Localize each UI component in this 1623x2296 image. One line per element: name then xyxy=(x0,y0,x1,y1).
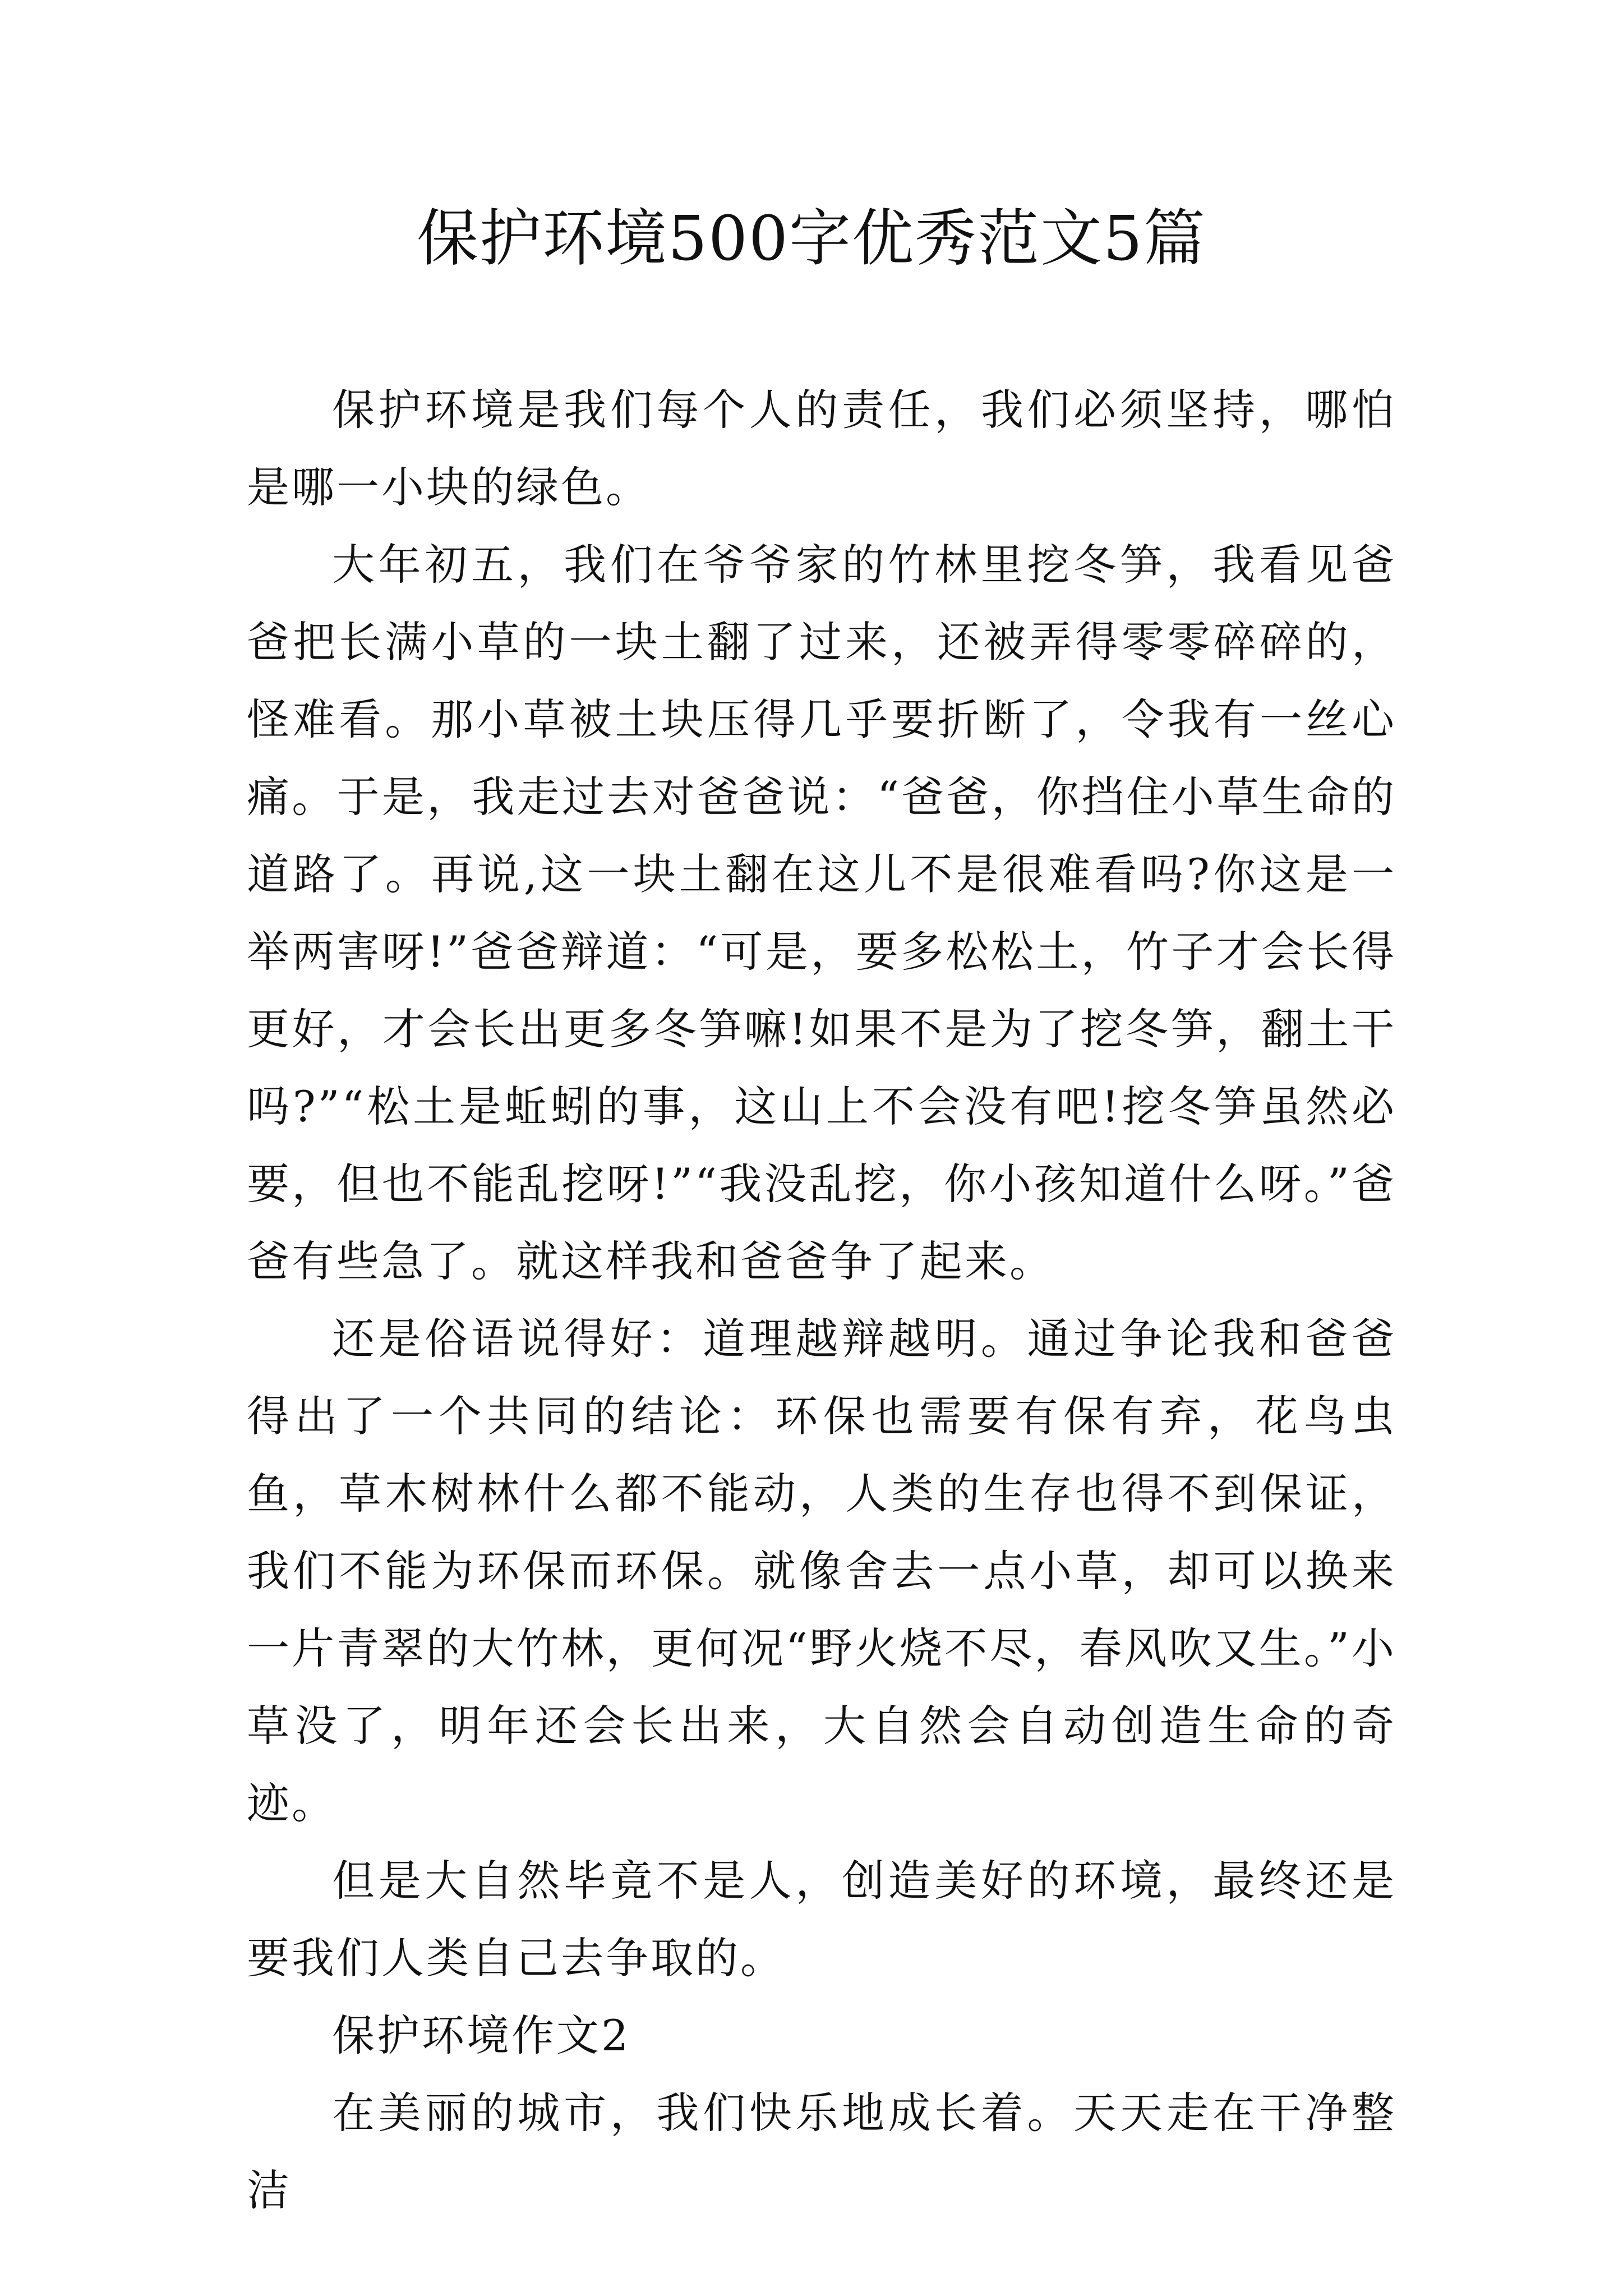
paragraph-story: 大年初五，我们在爷爷家的竹林里挖冬笋，我看见爸爸把长满小草的一块土翻了过来，还被弄得零零碎碎的，怪难看。那小草被土块压得几乎要折断了，令我有一丝心痛。于是，我走过去对爸爸说：“爸爸，你挡住小草生命的道路了。再说,这一块土翻在这儿不是很难看吗?你这是一举两害呀!”爸爸辩道：“可是，要多松松土，竹子才会长得更好，才会长出更多冬笋嘛!如果不是为了挖冬笋，翻土干吗?”“松土是蚯蚓的事，这山上不会没有吧!挖冬笋虽然必要，但也不能乱挖呀!”“我没乱挖，你小孩知道什么呀。”爸爸有些急了。就这样我和爸爸争了起来。 xyxy=(247,540,1396,1286)
paragraph-conclusion: 还是俗语说得好：道理越辩越明。通过争论我和爸爸得出了一个共同的结论：环保也需要有保有弃，花鸟虫鱼，草木树林什么都不能动，人类的生存也得不到保证，我们不能为环保而环保。就像舍去一点小草，却可以换来一片青翠的大竹林，更何况“野火烧不尽，春风吹又生。”小草没了，明年还会长出来，大自然会自动创造生命的奇迹。 xyxy=(247,1314,1396,1828)
paragraph-essay-2-start: 在美丽的城市，我们快乐地成长着。天天走在干净整洁 xyxy=(247,2088,1396,2215)
paragraph-intro: 保护环境是我们每个人的责任，我们必须坚持，哪怕是哪一小块的绿色。 xyxy=(247,385,1396,512)
document-body xyxy=(247,371,1396,2229)
document-title: 保护环境500字优秀范文5篇 xyxy=(417,203,1206,274)
paragraph-closing: 但是大自然毕竟不是人，创造美好的环境，最终还是要我们人类自己去争取的。 xyxy=(247,1856,1396,1983)
section-heading-essay-2: 保护环境作文2 xyxy=(332,2010,631,2060)
